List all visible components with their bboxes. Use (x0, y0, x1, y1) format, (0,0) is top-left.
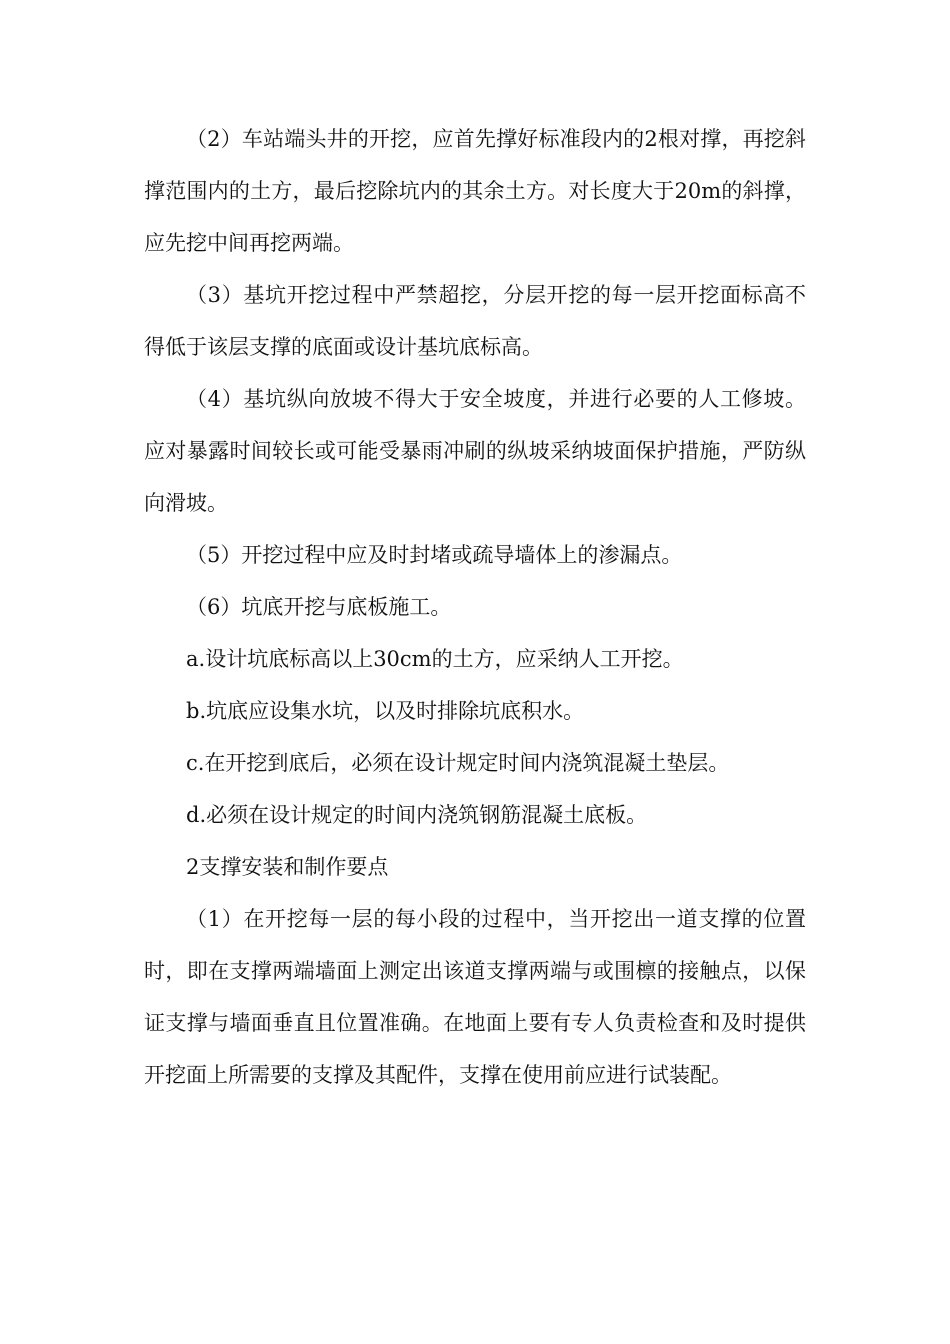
paragraph-support-positioning: （1）在开挖每一层的每小段的过程中，当开挖出一道支撑的位置时，即在支撑两端墙面上测定出该道支撑两端与或围檩的接触点，以保证支撑与墙面垂直且位置准确。在地面上要有专人负责检查和及时提供开挖面上所需要的支撑及其配件，支撑在使用前应进行试装配。 (144, 907, 806, 1087)
paragraph-item-d: d.必须在设计规定的时间内浇筑钢筋混凝土底板。 (186, 803, 648, 827)
paragraph-no-over-excavation: （3）基坑开挖过程中严禁超挖，分层开挖的每一层开挖面标高不得低于该层支撑的底面或设计基坑底标高。 (144, 283, 806, 359)
document-body (144, 113, 806, 1101)
paragraph-seal-leaks: （5）开挖过程中应及时封堵或疏导墙体上的渗漏点。 (186, 543, 683, 567)
paragraph-bottom-excavation-heading: （6）坑底开挖与底板施工。 (186, 595, 452, 619)
paragraph-end-shaft-excavation: （2）车站端头井的开挖，应首先撑好标准段内的2根对撑，再挖斜撑范围内的土方，最后挖除坑内的其余土方。对长度大于20m的斜撑，应先挖中间再挖两端。 (144, 127, 806, 255)
paragraph-item-b: b.坑底应设集水坑，以及时排除坑底积水。 (186, 699, 585, 723)
paragraph-item-c: c.在开挖到底后，必须在设计规定时间内浇筑混凝土垫层。 (186, 751, 730, 775)
section-heading-support-installation: 2支撑安装和制作要点 (186, 855, 389, 879)
paragraph-longitudinal-slope: （4）基坑纵向放坡不得大于安全坡度，并进行必要的人工修坡。应对暴露时间较长或可能受暴雨冲刷的纵坡采纳坡面保护措施，严防纵向滑坡。 (144, 387, 806, 515)
paragraph-item-a: a.设计坑底标高以上30cm的土方，应采纳人工开挖。 (186, 647, 684, 671)
